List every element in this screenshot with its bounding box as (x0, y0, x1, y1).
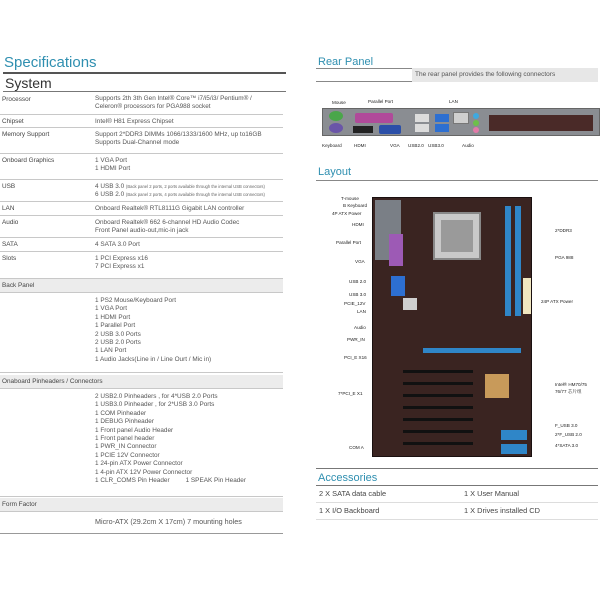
usb2-port-b (415, 124, 429, 132)
layout-rule (316, 180, 598, 181)
spec-row-memory: Memory Support Support 2*DDR3 DIMMs 1066/1333/1600 MHz, up to16GB Supports Dual-Channel mode (0, 128, 283, 154)
hdmi-port (353, 126, 373, 133)
spec-row-pinheaders: Onaboard Pinheaders / Connectors (0, 375, 283, 389)
pcie-x1-slot-3 (403, 394, 473, 397)
ps2-keyboard-port (329, 123, 343, 133)
accessory-row: 2 X SATA data cable 1 X User Manual (316, 485, 598, 503)
system-heading: System (3, 72, 286, 92)
spec-row-form-factor: Form Factor (0, 498, 283, 512)
accessory-row: 1 X I/O Backboard 1 X Drives installed CD (316, 502, 598, 520)
sata-ports (501, 430, 527, 440)
back-panel-list: 1 PS2 Mouse/Keyboard Port 1 VGA Port 1 HDMI Port 1 Parallel Port 2 USB 3.0 Ports 2 USB 2.0 Ports 1 LAN Port 1 Audio Jacks(Line in / Line Ourt / Mic in) (0, 293, 283, 373)
motherboard-image (372, 197, 532, 457)
spec-row-usb: USB 4 USB 3.0 (Back panel 2 ports, 2 ports available through the internal USB connectors) 6 USB 2.0 (Back panel 2 ports, 4 ports available through the internal USB connectors) (0, 180, 283, 202)
specifications-section (3, 54, 286, 92)
usb3-port-a (435, 114, 449, 122)
rear-panel-image (322, 108, 600, 136)
pcie-x1-slot-7 (403, 442, 473, 445)
cpu-socket-core (441, 220, 473, 252)
audio-mic-in (473, 127, 479, 133)
pcie-x1-slot-5 (403, 418, 473, 421)
ps2-mouse-port (329, 111, 343, 121)
lan-block (403, 298, 417, 310)
accessories-rule (316, 468, 598, 469)
usb3-port-b (435, 124, 449, 132)
board-edge (489, 115, 593, 131)
pcie-x1-slot-6 (403, 430, 473, 433)
ddr3-slot-a (505, 206, 511, 316)
rear-panel-title: Rear Panel (318, 56, 374, 68)
spec-row-chipset: Chipset Intel® H81 Express Chipset (0, 115, 283, 128)
spec-row-slots: Slots 1 PCI Express x16 7 PCI Express x1 (0, 252, 283, 279)
lan-port (453, 112, 469, 124)
form-factor-value: Micro-ATX (29.2cm X 17cm) 7 mounting holes (0, 512, 283, 534)
spec-row-graphics: Onboard Graphics 1 VGA Port 1 HDMI Port (0, 154, 283, 180)
parallel-connector (389, 234, 403, 266)
audio-line-in (473, 113, 479, 119)
chipset-heatsink (485, 374, 509, 398)
pcie-x1-slot-1 (403, 370, 473, 373)
spec-row-sata: SATA 4 SATA 3.0 Port (0, 238, 283, 252)
spec-title: Specifications (4, 54, 97, 71)
rear-panel-note: The rear panel provides the following connectors (412, 68, 598, 82)
vga-port (379, 125, 401, 134)
spec-row-lan: LAN Onboard Realtek® RTL8111G Gigabit LAN controller (0, 202, 283, 216)
audio-line-out (473, 120, 479, 126)
pinheaders-list: 2 USB2.0 Pinheaders , for 4*USB 2.0 Ports 1 USB3.0 Pinheader , for 2*USB 3.0 Ports 1 COM Pinheader 1 DEBUG Pinheader 1 Front panel Audio Header 1 Front panel header 1 PWR_IN Connector 1 PCIE 12V Connector 1 24-pin ATX Power Connector 1 4-pin ATX 12V Power Connector 1 CLR_COMS Pin Header 1 SPEAK Pin Header (0, 389, 283, 497)
pcie-x1-slot-4 (403, 406, 473, 409)
spec-row-processor: Processor Supports 2th 3th Gen Intel® Core™ i7/i5/i3/ Pentium® / Celeron® processors for PGA988 socket (0, 92, 283, 115)
accessories-title: Accessories (318, 472, 378, 484)
spec-row-back-panel: Back Panel (0, 279, 283, 293)
usb2-port-a (415, 114, 429, 122)
parallel-port (355, 113, 393, 123)
atx-24pin-connector (523, 278, 531, 314)
sata-ports-2 (501, 444, 527, 454)
layout-title: Layout (318, 166, 352, 178)
usb3-stack (391, 276, 405, 296)
pcie-x16-slot (423, 348, 521, 353)
spec-row-audio: Audio Onboard Realtek® 662 6-channel HD Audio Codec Front Panel audio-out,mic-in jack (0, 216, 283, 238)
ddr3-slot-b (515, 206, 521, 316)
pcie-x1-slot-2 (403, 382, 473, 385)
